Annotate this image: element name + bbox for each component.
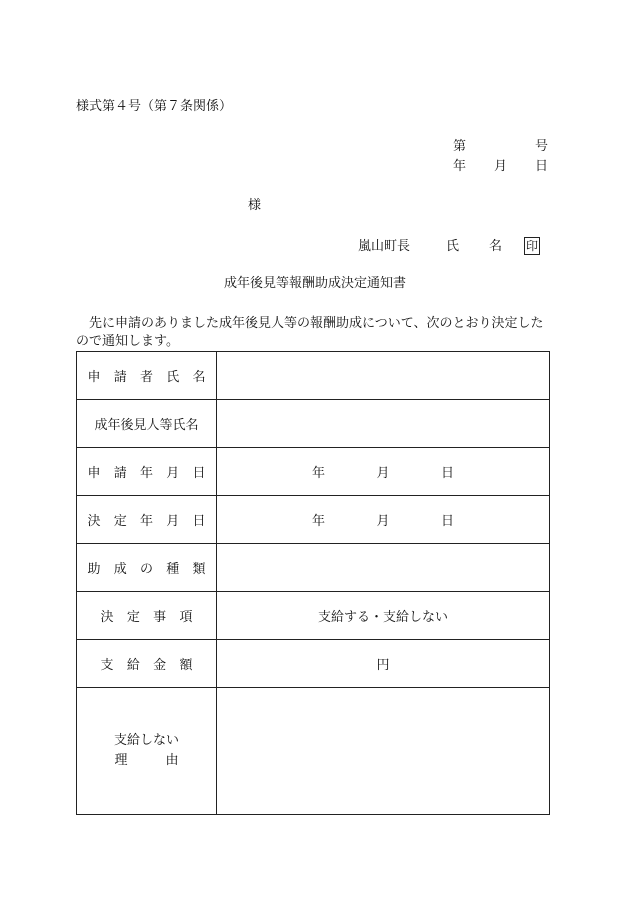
form-number: 様式第４号（第７条関係） xyxy=(76,99,233,114)
table-row xyxy=(77,688,550,815)
label-char: 金 xyxy=(153,658,167,673)
label-char: 項 xyxy=(179,610,193,625)
row-label-decision-matter xyxy=(77,592,217,640)
document-title: 成年後見等報酬助成決定通知書 xyxy=(223,276,406,291)
label-char: 者 xyxy=(139,370,153,385)
value-applicant-name[interactable] xyxy=(217,352,550,400)
row-label-payment-amount xyxy=(77,640,217,688)
value-payment-amount[interactable]: 円 xyxy=(217,640,550,688)
number-prefix: 第 xyxy=(453,139,467,154)
label-char: 月 xyxy=(166,466,180,481)
table-row xyxy=(77,448,550,496)
label-char: 額 xyxy=(179,658,193,673)
issuer-title: 嵐山町長 xyxy=(358,238,411,254)
label-char: 成 xyxy=(113,562,127,577)
table-row xyxy=(77,544,550,592)
label-char: 給 xyxy=(126,658,140,673)
ymd-day: 日 xyxy=(440,466,454,481)
table-row xyxy=(77,352,550,400)
row-label-decision-date xyxy=(77,496,217,544)
ymd-year: 年 xyxy=(312,466,326,481)
seal-mark: 印 xyxy=(526,239,539,253)
row-label-application-date xyxy=(77,448,217,496)
value-guardian-name[interactable] xyxy=(217,400,550,448)
label-char: 請 xyxy=(113,370,127,385)
label-char: 月 xyxy=(166,514,180,529)
value-decision-matter[interactable]: 支給する・支給しない xyxy=(217,592,550,640)
label-char: の xyxy=(139,562,153,577)
value-application-date[interactable] xyxy=(217,448,550,496)
value-subsidy-type[interactable] xyxy=(217,544,550,592)
label-char: 類 xyxy=(192,562,206,577)
label-line: 支給しない xyxy=(113,733,179,748)
row-label-subsidy-type xyxy=(77,544,217,592)
body-text: 先に申請のありました成年後見人等の報酬助成について、次のとおり決定したので通知します。 xyxy=(76,316,544,349)
name-label-char: 氏 xyxy=(446,238,460,254)
label-char: 由 xyxy=(165,753,179,768)
table-row xyxy=(77,496,550,544)
issue-date xyxy=(453,160,548,173)
label-char: 氏 xyxy=(166,370,180,385)
decision-table xyxy=(76,351,550,815)
issuer-block xyxy=(358,237,540,255)
label-char: 理 xyxy=(114,753,128,768)
name-label-char: 名 xyxy=(489,238,503,254)
label-char: 申 xyxy=(87,370,101,385)
label-char: 定 xyxy=(126,610,140,625)
value-nonpayment-reason[interactable] xyxy=(217,688,550,815)
document-number xyxy=(453,140,548,153)
label-char: 種 xyxy=(166,562,180,577)
issuer-name-label xyxy=(446,240,502,253)
row-label-applicant-name xyxy=(77,352,217,400)
table-row xyxy=(77,640,550,688)
date-month: 月 xyxy=(493,159,507,174)
table-row xyxy=(77,592,550,640)
number-suffix: 号 xyxy=(534,139,548,154)
label-char: 請 xyxy=(113,466,127,481)
label-char: 事 xyxy=(153,610,167,625)
label-char: 年 xyxy=(139,466,153,481)
label-char: 日 xyxy=(192,466,206,481)
label-char: 名 xyxy=(192,370,206,385)
date-year: 年 xyxy=(453,159,467,174)
label-char: 決 xyxy=(100,610,114,625)
date-day: 日 xyxy=(534,159,548,174)
label-char: 助 xyxy=(87,562,101,577)
table-row xyxy=(77,400,550,448)
ymd-month: 月 xyxy=(376,514,390,529)
label-char: 日 xyxy=(192,514,206,529)
ymd-year: 年 xyxy=(312,514,326,529)
value-decision-date[interactable] xyxy=(217,496,550,544)
ymd-month: 月 xyxy=(376,466,390,481)
ymd-day: 日 xyxy=(440,514,454,529)
label-char: 申 xyxy=(87,466,101,481)
row-label-nonpayment-reason xyxy=(77,688,217,815)
label-char: 決 xyxy=(87,514,101,529)
addressee-suffix: 様 xyxy=(248,198,262,213)
label-char: 支 xyxy=(100,658,114,673)
label-char: 定 xyxy=(113,514,127,529)
label-char: 年 xyxy=(139,514,153,529)
row-label-guardian-name: 成年後見人等氏名 xyxy=(77,400,217,448)
